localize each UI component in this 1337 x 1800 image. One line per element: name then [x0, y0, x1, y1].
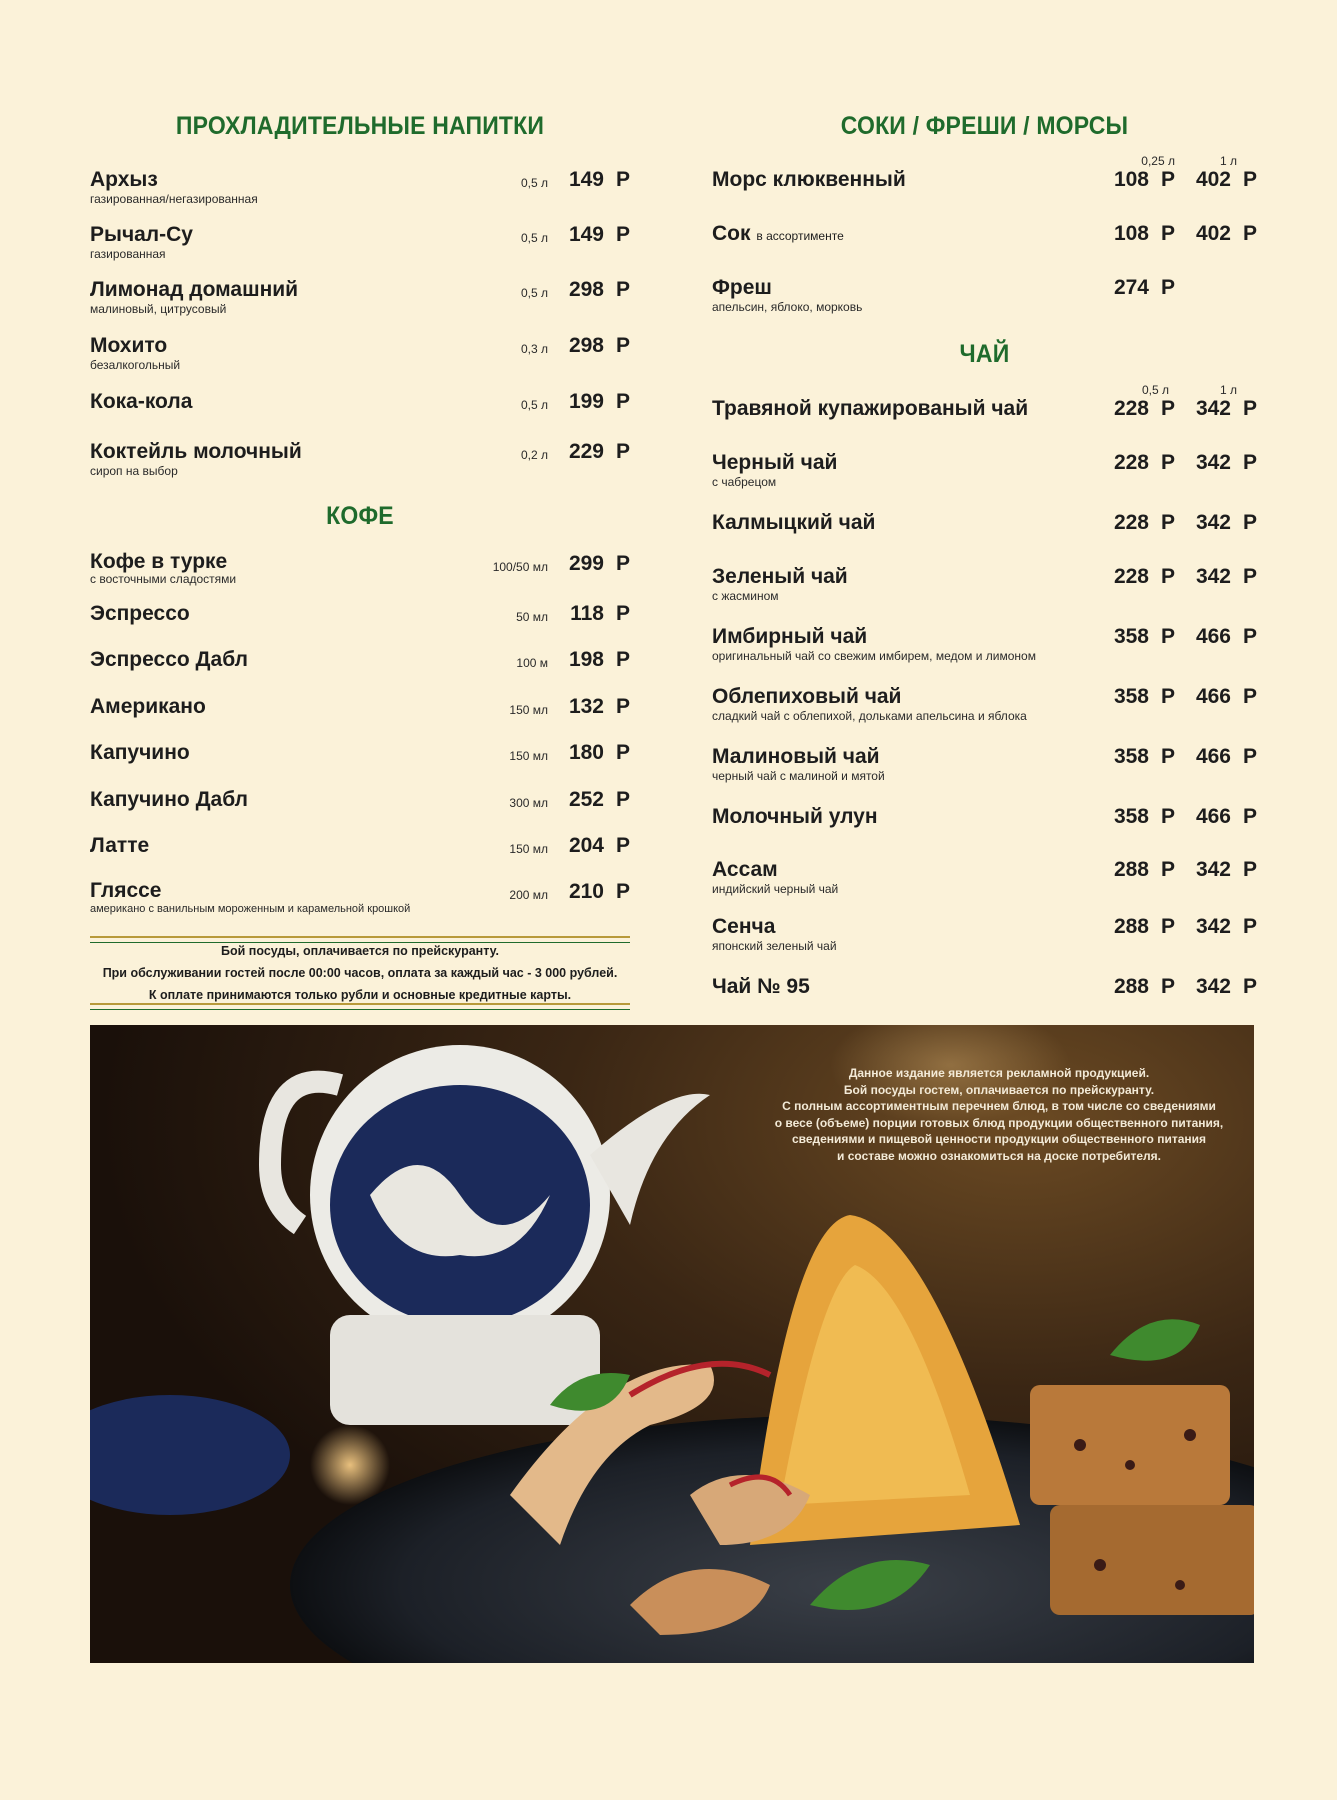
item-name: Чай № 95	[712, 975, 810, 998]
item-name: Калмыцкий чай	[712, 511, 876, 534]
volume-header: 0,5 л	[1141, 383, 1169, 397]
bowl	[90, 1395, 290, 1515]
menu-item	[712, 222, 1257, 248]
item-volume: 300 мл	[509, 796, 548, 810]
item-price-large: 342 Р	[1195, 511, 1257, 534]
item-name: Ассам	[712, 858, 778, 881]
item-price-small: 228 Р	[1113, 451, 1175, 474]
notice-line: При обслуживании гостей после 00:00 часов, оплата за каждый час - 3 000 рублей.	[102, 966, 618, 980]
item-volume: 100 м	[516, 656, 548, 670]
item-description: апельсин, яблоко, морковь	[712, 300, 863, 314]
item-price-large: 342 Р	[1195, 397, 1257, 420]
item-price-large: 342 Р	[1195, 451, 1257, 474]
item-price-small: 108 Р	[1113, 222, 1175, 245]
item-description: черный чай с малиной и мятой	[712, 769, 885, 783]
item-name: Лимонад домашний	[90, 278, 299, 301]
item-price: 204 Р	[568, 834, 630, 857]
menu-item	[712, 625, 1257, 663]
menu-item	[90, 602, 630, 626]
item-description: оригинальный чай со свежим имбирем, медом и лимоном	[712, 649, 1036, 663]
item-price-small: 288 Р	[1113, 975, 1175, 998]
item-name: Рычал-Су	[90, 223, 193, 246]
item-name: Американо	[90, 695, 206, 718]
menu-item	[712, 915, 1257, 953]
menu-item	[90, 788, 630, 812]
menu-item	[712, 276, 1257, 314]
disclaimer-line: Бой посуды гостем, оплачивается по прейскуранту.	[843, 1082, 1155, 1097]
volume-header: 1 л	[1219, 154, 1237, 168]
menu-item	[90, 880, 630, 916]
coffee-title: КОФЕ	[326, 502, 394, 530]
disclaimer-line: С полным ассортиментным перечнем блюд, в том числе со сведениями	[782, 1099, 1216, 1113]
notice-line: Бой посуды, оплачивается по прейскуранту.	[221, 944, 499, 958]
menu-item	[90, 223, 630, 261]
item-name: Кока-кола	[90, 390, 193, 413]
item-volume: 0,5 л	[520, 286, 548, 300]
menu-item	[712, 975, 1257, 999]
item-name: Черный чай	[712, 451, 838, 474]
item-description: газированная/негазированная	[90, 192, 258, 206]
menu-item	[712, 745, 1257, 783]
item-name: Молочный улун	[712, 805, 878, 828]
item-name: Капучино	[90, 741, 190, 764]
item-price-small: 358 Р	[1113, 805, 1175, 828]
item-price-large: 466 Р	[1195, 805, 1257, 828]
disclaimer-line: сведениями и пищевой ценности продукции общественного питания	[791, 1132, 1207, 1146]
item-name: Архыз	[90, 168, 158, 191]
item-price: 298 Р	[568, 334, 630, 357]
item-price-large: 466 Р	[1195, 685, 1257, 708]
disclaimer-line: и составе можно ознакомиться на доске потребителя.	[837, 1148, 1161, 1163]
item-description: японский зеленый чай	[712, 939, 837, 953]
item-name: Коктейль молочный	[90, 440, 302, 463]
juices-title: СОКИ / ФРЕШИ / МОРСЫ	[840, 112, 1129, 140]
item-name: Эспрессо Дабл	[90, 648, 248, 671]
item-price: 132 Р	[568, 695, 630, 718]
item-name: Латте	[90, 834, 150, 857]
item-price: 199 Р	[568, 390, 630, 413]
item-name: Гляссе	[90, 879, 162, 902]
item-description: малиновый, цитрусовый	[90, 302, 227, 316]
item-price: 180 Р	[568, 741, 630, 764]
menu-item	[712, 397, 1257, 421]
menu-item	[90, 278, 630, 316]
item-description: газированная	[90, 247, 166, 261]
disclaimer-line: о весе (объеме) порции готовых блюд продукции общественного питания,	[774, 1115, 1224, 1130]
candle-glow	[310, 1425, 390, 1505]
item-price-large: 466 Р	[1195, 745, 1257, 768]
photo-disclaimer	[764, 1065, 1234, 1164]
item-name: Сок в ассортименте	[712, 222, 844, 245]
item-name: Капучино Дабл	[90, 788, 248, 811]
menu-item	[712, 565, 1257, 603]
item-volume: 150 мл	[509, 842, 548, 856]
menu-item	[712, 858, 1257, 896]
item-description: с чабрецом	[712, 475, 777, 489]
item-volume: 0,3 л	[520, 342, 548, 356]
item-inline-note: в ассортименте	[756, 229, 844, 243]
item-description: безалкогольный	[90, 358, 181, 372]
menu-item	[90, 440, 630, 478]
item-description: американо с ванильным мороженным и карамельной крошкой	[90, 903, 411, 915]
item-name: Мохито	[90, 334, 168, 357]
soft-drinks-title: ПРОХЛАДИТЕЛЬНЫЕ НАПИТКИ	[175, 112, 545, 140]
baklava	[1030, 1385, 1254, 1615]
item-name: Эспрессо	[90, 602, 190, 625]
menu-item	[90, 695, 630, 719]
item-name: Морс клюквенный	[712, 168, 906, 191]
item-price: 298 Р	[568, 278, 630, 301]
item-price-small: 228 Р	[1113, 511, 1175, 534]
menu-item	[90, 334, 630, 372]
item-price-small: 288 Р	[1113, 858, 1175, 881]
menu-item	[90, 168, 630, 206]
item-price-large: 342 Р	[1195, 565, 1257, 588]
item-price-small: 108 Р	[1113, 168, 1175, 191]
item-price-large: 342 Р	[1195, 915, 1257, 938]
teapot	[270, 1045, 710, 1425]
item-price-small: 358 Р	[1113, 625, 1175, 648]
item-volume: 100/50 мл	[492, 560, 548, 574]
menu-item	[712, 805, 1257, 829]
item-price: 198 Р	[568, 648, 630, 671]
menu-item	[712, 685, 1257, 723]
item-price: 118 Р	[570, 602, 630, 625]
item-price-large: 342 Р	[1195, 858, 1257, 881]
tea-title: ЧАЙ	[959, 340, 1010, 368]
item-price-small: 358 Р	[1113, 685, 1175, 708]
item-price-small: 358 Р	[1113, 745, 1175, 768]
menu-item	[712, 511, 1257, 535]
menu-item	[90, 552, 630, 586]
item-description: с восточными сладостями	[90, 572, 237, 586]
item-name: Кофе в турке	[90, 550, 228, 573]
item-name: Травяной купажированый чай	[712, 397, 1029, 420]
notice-block	[90, 940, 630, 1006]
item-volume: 0,5 л	[520, 231, 548, 245]
item-volume: 0,5 л	[520, 398, 548, 412]
item-price: 149 Р	[568, 168, 630, 191]
food-photo	[90, 1025, 1254, 1663]
item-price: 229 Р	[568, 440, 630, 463]
item-price-small: 288 Р	[1113, 915, 1175, 938]
volume-header: 0,25 л	[1141, 154, 1175, 168]
item-price: 210 Р	[568, 880, 630, 903]
item-price-small: 228 Р	[1113, 397, 1175, 420]
volume-header: 1 л	[1219, 383, 1237, 397]
item-description: сладкий чай с облепихой, дольками апельсина и яблока	[712, 709, 1027, 723]
item-price: 299 Р	[568, 552, 630, 575]
item-name: Имбирный чай	[712, 625, 868, 648]
item-price-large: 466 Р	[1195, 625, 1257, 648]
item-price-small: 274 Р	[1113, 276, 1175, 299]
item-name: Сенча	[712, 915, 776, 938]
item-volume: 150 мл	[509, 749, 548, 763]
item-price-small: 228 Р	[1113, 565, 1175, 588]
menu-item	[90, 648, 630, 672]
item-description: с жасмином	[712, 589, 779, 603]
item-price: 252 Р	[568, 788, 630, 811]
item-description: индийский черный чай	[712, 882, 839, 896]
item-name: Облепиховый чай	[712, 685, 902, 708]
item-volume: 200 мл	[509, 888, 548, 902]
item-price: 149 Р	[568, 223, 630, 246]
item-name: Фреш	[712, 276, 772, 299]
item-volume: 0,5 л	[520, 176, 548, 190]
menu-item	[712, 168, 1257, 192]
menu-item	[90, 741, 630, 765]
menu-item	[90, 834, 630, 858]
menu-item	[90, 390, 630, 414]
item-name: Зеленый чай	[712, 565, 848, 588]
item-price-large: 402 Р	[1195, 168, 1257, 191]
item-description: сироп на выбор	[90, 464, 178, 478]
menu-item	[712, 451, 1257, 489]
item-volume: 50 мл	[516, 610, 548, 624]
item-price-large: 342 Р	[1195, 975, 1257, 998]
notice-line: К оплате принимаются только рубли и основные кредитные карты.	[148, 988, 572, 1002]
item-name: Малиновый чай	[712, 745, 880, 768]
item-volume: 0,2 л	[520, 448, 548, 462]
disclaimer-line: Данное издание является рекламной продукцией.	[848, 1066, 1150, 1080]
item-price-large: 402 Р	[1195, 222, 1257, 245]
item-volume: 150 мл	[509, 703, 548, 717]
divider	[90, 1003, 630, 1010]
